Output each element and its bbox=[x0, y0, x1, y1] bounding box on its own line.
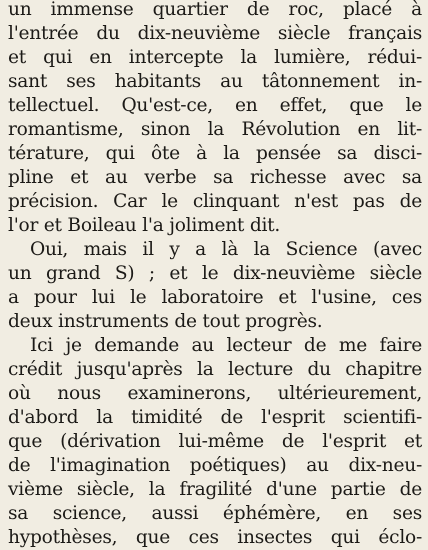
paragraph-1 bbox=[8, 0, 422, 238]
text-line: deux instruments de tout progrès. bbox=[8, 311, 323, 332]
text-line: hypothèses, que ces insectes qui éclo- bbox=[8, 527, 422, 548]
text-line: et qui en intercepte la lumière, rédui- bbox=[8, 47, 422, 68]
text-line: un grand S) ; et le dix-neuvième siècle bbox=[8, 263, 422, 284]
text-line: un immense quartier de roc, placé à bbox=[8, 0, 422, 20]
text-line: sant ses habitants au tâtonnement in- bbox=[8, 71, 422, 92]
text-line: Oui, mais il y a là la Science (avec bbox=[30, 239, 422, 260]
text-line: crédit jusqu'après la lecture du chapitre bbox=[8, 359, 422, 380]
text-line: Ici je demande au lecteur de me faire bbox=[30, 335, 422, 356]
paragraph-2 bbox=[8, 238, 422, 334]
text-line: d'abord la timidité de l'esprit scientifi- bbox=[8, 407, 422, 428]
text-line: pline et au verbe sa richesse avec sa bbox=[8, 167, 422, 188]
text-line: l'entrée du dix-neuvième siècle français bbox=[8, 23, 422, 44]
text-line: a pour lui le laboratoire et l'usine, ces bbox=[8, 287, 422, 308]
text-line: que (dérivation lui-même de l'esprit et bbox=[8, 431, 422, 452]
text-line: de l'imagination poétiques) au dix-neu- bbox=[8, 455, 422, 476]
text-line: vième siècle, la fragilité d'une partie de bbox=[8, 479, 422, 500]
text-line: où nous examinerons, ultérieurement, bbox=[8, 383, 422, 404]
text-line: sa science, aussi éphémère, en ses bbox=[8, 503, 422, 524]
text-line: tellectuel. Qu'est-ce, en effet, que le bbox=[8, 95, 422, 116]
text-line: térature, qui ôte à la pensée sa disci- bbox=[8, 143, 422, 164]
paragraph-3 bbox=[8, 334, 422, 550]
text-line: romantisme, sinon la Révolution en lit- bbox=[8, 119, 422, 140]
text-column bbox=[8, 0, 422, 550]
text-line: l'or et Boileau l'a joliment dit. bbox=[8, 215, 281, 236]
text-line: précision. Car le clinquant n'est pas de bbox=[8, 191, 422, 212]
